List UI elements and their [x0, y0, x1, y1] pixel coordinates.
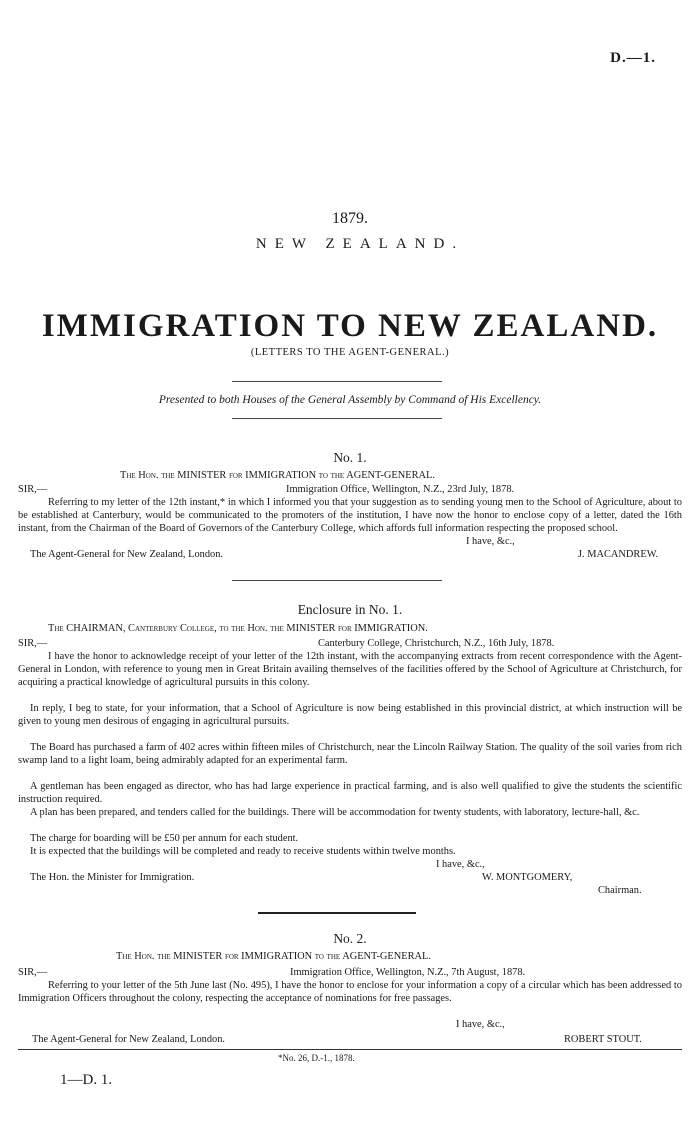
enclosure-paragraph: The charge for boarding will be £50 per annum for each student. [30, 833, 299, 844]
main-title: IMMIGRATION TO NEW ZEALAND. [41, 308, 659, 344]
letter-1-place-date: Immigration Office, Wellington, N.Z., 23rd July, 1878. [286, 484, 515, 495]
enclosure-closing: I have, &c., [436, 859, 485, 870]
page-reference: D.—1. [610, 50, 656, 66]
letter-1-rule [232, 580, 442, 581]
enclosure-rule [258, 912, 416, 914]
enclosure-from-to: The CHAIRMAN, Canterbury College, to the Hon. the MINISTER for IMMIGRATION. [48, 623, 428, 634]
enclosure-paragraph: It is expected that the buildings will be completed and ready to receive students within twelve months. [30, 846, 456, 857]
footnote-rule [18, 1049, 682, 1050]
footnote: *No. 26, D.-1., 1878. [278, 1053, 355, 1063]
enclosure-paragraph: A plan has been prepared, and tenders called for the buildings. There will be accommodation for twenty students, with laboratory, lecture-hall, &c. [30, 807, 640, 818]
presented-by-line: Presented to both Houses of the General Assembly by Command of His Excellency. [158, 394, 542, 406]
title-rule [232, 381, 442, 382]
enclosure-paragraph: A gentleman has been engaged as director, who has had large experience in practical farming, and is also well qualified to give the students the scientific instruction required. [18, 781, 682, 805]
subtitle: (LETTERS TO THE AGENT-GENERAL.) [250, 347, 450, 358]
letter-2-salutation: SIR,— [18, 967, 48, 978]
country-heading: NEW ZEALAND. [255, 236, 465, 252]
enclosure-salutation: SIR,— [18, 638, 48, 649]
enclosure-paragraph: The Board has purchased a farm of 402 acres within fifteen miles of Christchurch, near the Lincoln Railway Station. The quality of the soil varies from rich swamp land to a light loam, being admirably adapted for an experimental farm. [18, 742, 682, 766]
enclosure-place-date: Canterbury College, Christchurch, N.Z., 16th July, 1878. [318, 638, 555, 649]
letter-2-place-date: Immigration Office, Wellington, N.Z., 7th August, 1878. [290, 967, 526, 978]
sheet-mark: 1—D. 1. [60, 1072, 113, 1088]
enclosure-addressee: The Hon. the Minister for Immigration. [30, 872, 195, 883]
letter-1-addressee: The Agent-General for New Zealand, London. [30, 549, 224, 560]
letter-2-from-to: The Hon. the MINISTER for IMMIGRATION to the AGENT-GENERAL. [116, 951, 431, 962]
enclosure-signature: W. MONTGOMERY, [482, 872, 573, 883]
letter-1-closing: I have, &c., [466, 536, 515, 547]
letter-1-number: No. 1. [333, 450, 367, 465]
letter-1-from-to: The Hon. the MINISTER for IMMIGRATION to the AGENT-GENERAL. [120, 470, 435, 481]
letter-1-salutation: SIR,— [18, 484, 48, 495]
enclosure-paragraph: In reply, I beg to state, for your information, that a School of Agriculture is now being established in this provincial district, at which instruction will be given to young men desirous of engaging in agricultural pursuits. [18, 703, 682, 727]
enclosure-heading: Enclosure in No. 1. [297, 602, 403, 617]
letter-2-signature: ROBERT STOUT. [564, 1034, 642, 1045]
letter-2-number: No. 2. [333, 931, 367, 946]
year: 1879. [332, 210, 368, 227]
enclosure-signature-title: Chairman. [598, 885, 642, 896]
letter-2-closing: I have, &c., [456, 1019, 505, 1030]
letter-1-body: Referring to my letter of the 12th instant,* in which I informed you that your suggestion as to sending young men to the School of Agriculture, about to be established at Canterbury, would be communicated to the promoters of the institution, I have now the honor to enclose copy of a letter, dated the 16th instant, from the Chairman of the Board of Governors of the Canterbury College, which affords full information respecting the proposed school. [18, 497, 682, 534]
letter-2-addressee: The Agent-General for New Zealand, London. [32, 1034, 226, 1045]
letter-1-signature: J. MACANDREW. [578, 549, 659, 560]
presented-rule [232, 418, 442, 419]
letter-2-body: Referring to your letter of the 5th June last (No. 495), I have the honor to enclose for your information a copy of a circular which has been addressed to Immigration Officers throughout the colony, respecting the acceptance of nominations for free passages. [18, 980, 682, 1004]
enclosure-paragraph: I have the honor to acknowledge receipt of your letter of the 12th instant, with the accompanying extracts from recent correspondence with the Agent-General in London, with reference to young men in Great Britain availing themselves of the facilities offered by the School of Agriculture at Christchurch, for acquiring a practical knowledge of agricultural pursuits in this colony. [18, 651, 682, 688]
